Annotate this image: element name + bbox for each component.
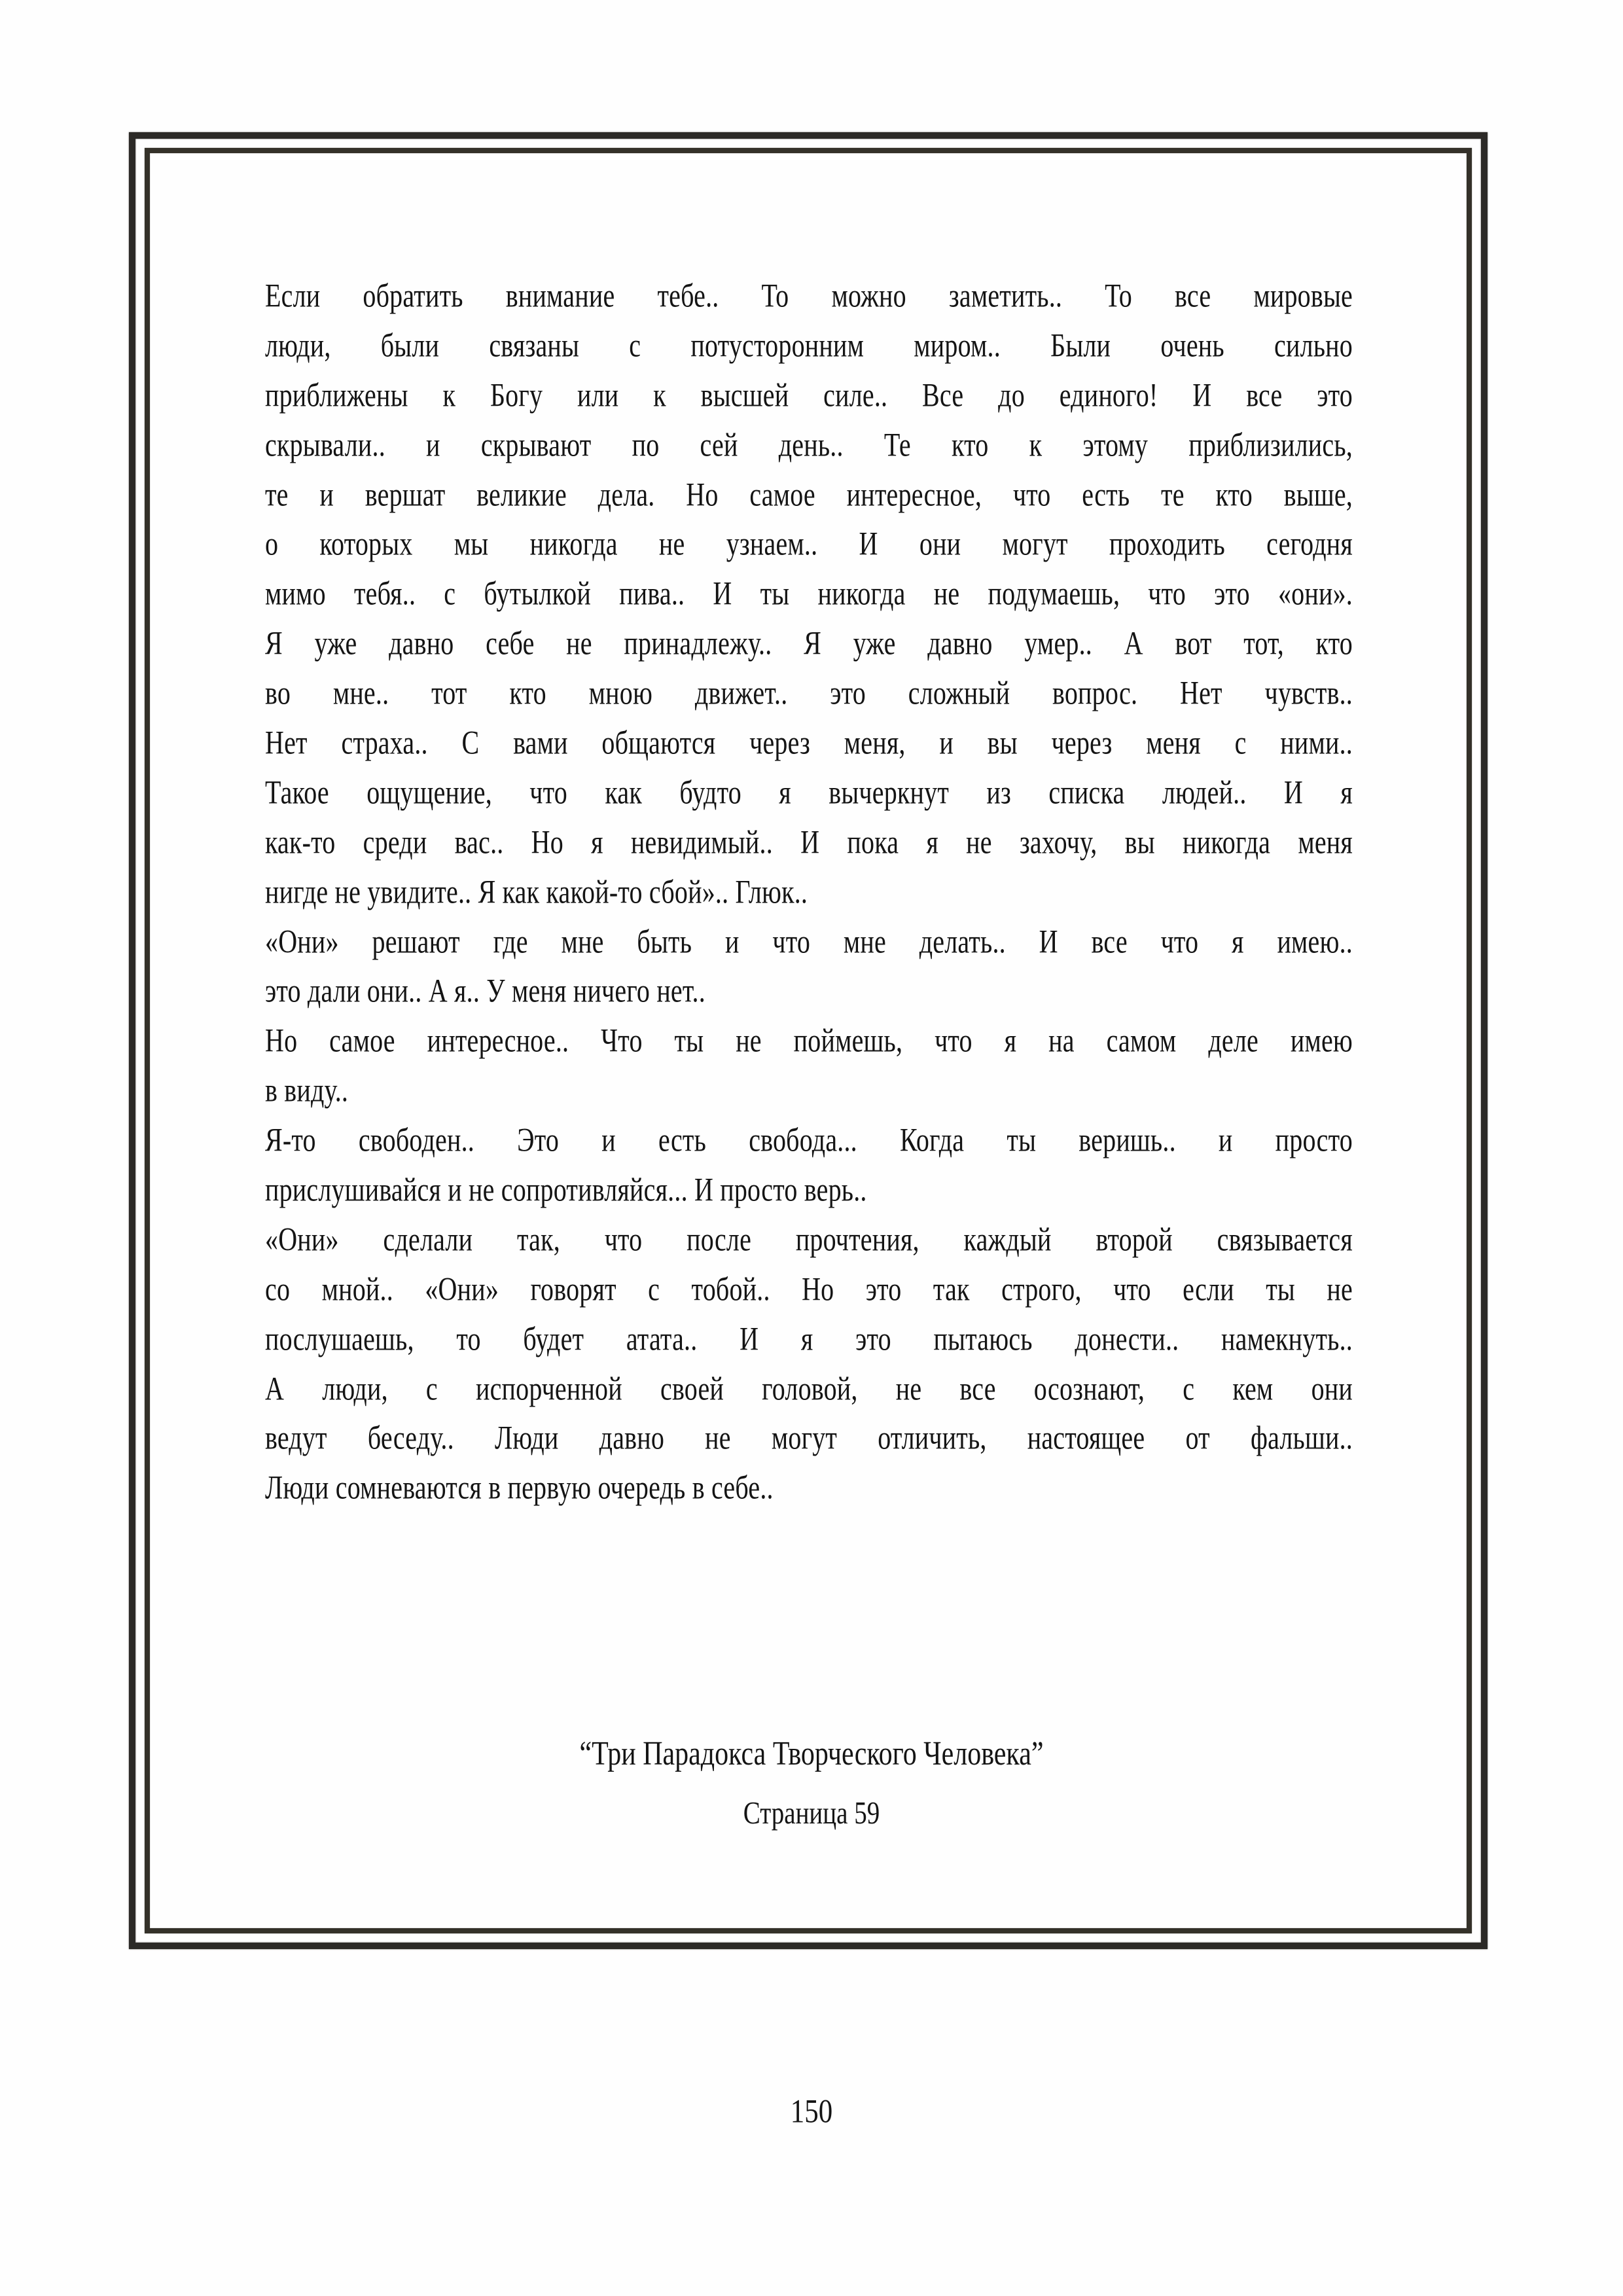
body-line: Я уже давно себе не принадлежу.. Я уже давно умер.. А вот тот, кто: [265, 624, 1353, 662]
body-line: Нет страха.. С вами общаются через меня, и вы через меня с ними..: [265, 724, 1353, 761]
body-line: нигде не увидите.. Я как какой-то сбой».. Глюк..: [265, 872, 808, 910]
body-line: о которых мы никогда не узнаем.. И они могут проходить сегодня: [265, 525, 1353, 563]
body-line: люди, были связаны с потусторонним миром.. Были очень сильно: [265, 326, 1353, 364]
attribution-page-reference: Страница 59: [743, 1795, 880, 1831]
body-line: А люди, с испорченной своей головой, не все осознают, с кем они: [265, 1369, 1353, 1407]
body-line: послушаешь, то будет атата.. И я это пытаюсь донести.. намекнуть..: [265, 1319, 1353, 1357]
body-line: Но самое интересное.. Что ты не поймешь, что я на самом деле имею: [265, 1022, 1353, 1060]
body-line: мимо тебя.. с бутылкой пива.. И ты никогда не подумаешь, что это «они».: [265, 575, 1353, 613]
body-line: «Они» сделали так, что после прочтения, каждый второй связывается: [265, 1220, 1353, 1258]
body-line: ведут беседу.. Люди давно не могут отличить, настоящее от фальши..: [265, 1419, 1353, 1457]
body-line: Если обратить внимание тебе.. То можно заметить.. То все мировые: [265, 277, 1353, 314]
body-line: скрывали.. и скрывают по сей день.. Те кто к этому приблизились,: [265, 425, 1353, 463]
body-line: это дали они.. А я.. У меня ничего нет..: [265, 972, 705, 1010]
body-line: те и вершат великие дела. Но самое интересное, что есть те кто выше,: [265, 475, 1353, 513]
body-line: прислушивайся и не сопротивляйся... И просто верь..: [265, 1171, 867, 1208]
body-line: со мной.. «Они» говорят с тобой.. Но это так строго, что если ты не: [265, 1270, 1353, 1308]
body-line: приближены к Богу или к высшей силе.. Все до единого! И все это: [265, 376, 1353, 414]
body-text: [265, 272, 1353, 1514]
body-line: «Они» решают где мне быть и что мне делать.. И все что я имею..: [265, 922, 1353, 960]
body-line: в виду..: [265, 1071, 349, 1109]
attribution-title: “Три Парадокса Творческого Человека”: [579, 1735, 1044, 1773]
body-line: Я-то свободен.. Это и есть свобода... Когда ты веришь.. и просто: [265, 1121, 1353, 1158]
body-line: во мне.. тот кто мною движет.. это сложный вопрос. Нет чувств..: [265, 674, 1353, 711]
body-line: Такое ощущение, что как будто я вычеркнут из списка людей.. И я: [265, 773, 1353, 811]
body-line: как-то среди вас.. Но я невидимый.. И пока я не захочу, вы никогда меня: [265, 823, 1353, 861]
body-line: Люди сомневаются в первую очередь в себе..: [265, 1469, 774, 1507]
folio-page-number: 150: [790, 2093, 833, 2130]
